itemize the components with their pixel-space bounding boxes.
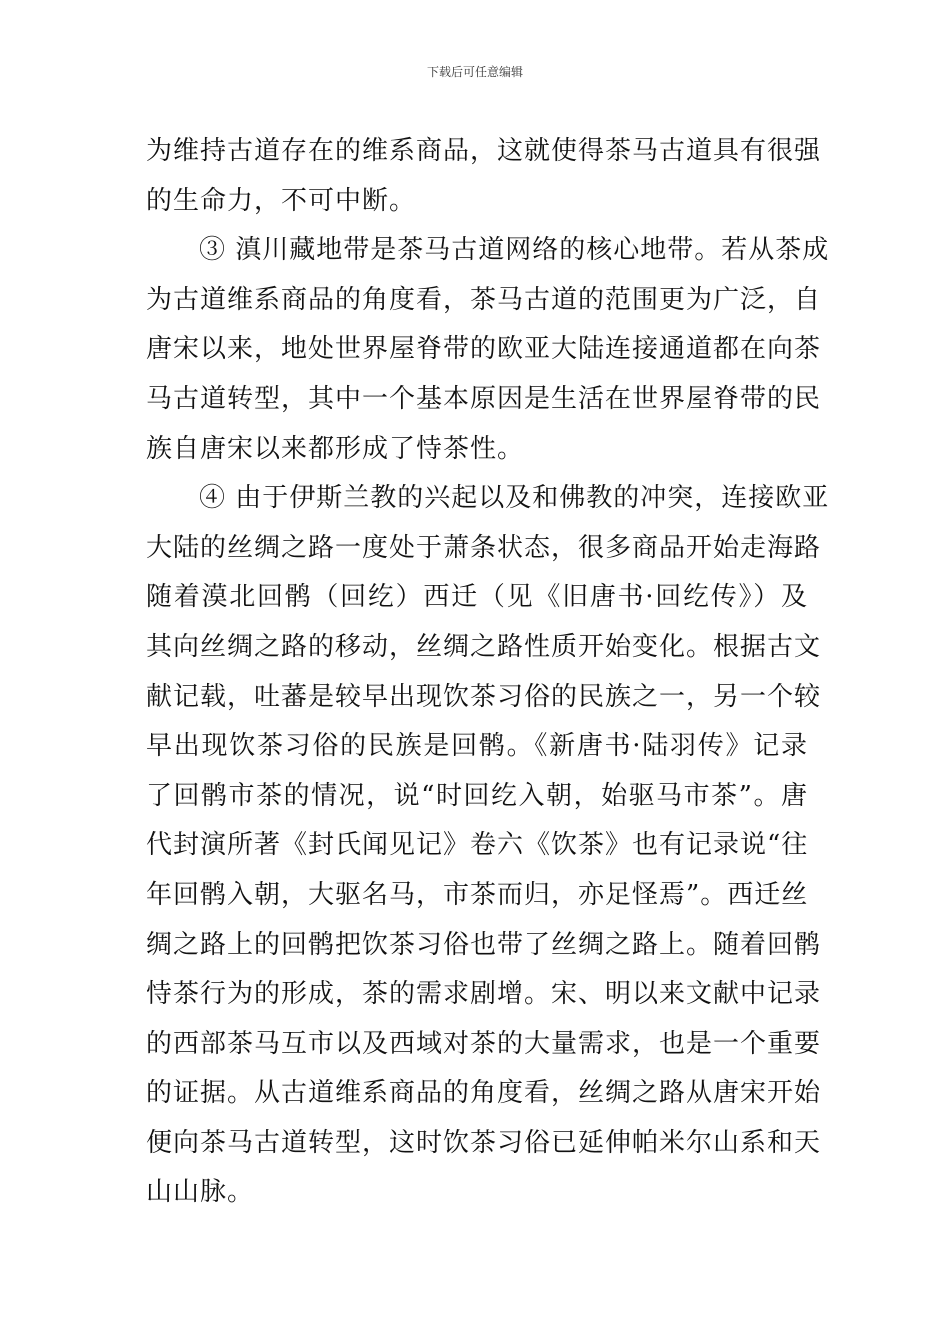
text-line: 为古道维系商品的角度看，茶马古道的范围更为广泛，自 bbox=[146, 284, 822, 315]
text-line: 早出现饮茶习俗的民族是回鹘。《新唐书·陆羽传》记录 bbox=[146, 731, 808, 762]
text-line: 献记载，吐蕃是较早出现饮茶习俗的民族之一，另一个较 bbox=[146, 681, 822, 712]
text-line: 随着漠北回鹘（回纥）西迁（见《旧唐书·回纥传》）及 bbox=[146, 582, 808, 613]
text-line: 年回鹘入朝，大驱名马，市茶而归，亦足怪焉”。西迁丝 bbox=[146, 879, 809, 910]
text-line: 山山脉。 bbox=[146, 1177, 255, 1208]
document-body bbox=[146, 127, 830, 1218]
paragraph-4 bbox=[146, 474, 830, 1218]
text-line: 马古道转型，其中一个基本原因是生活在世界屋脊带的民 bbox=[146, 383, 822, 414]
text-line: 大陆的丝绸之路一度处于萧条状态，很多商品开始走海路 bbox=[146, 532, 822, 563]
paragraph-continuation bbox=[146, 127, 822, 226]
page-header: 下载后可任意编辑 bbox=[426, 65, 523, 79]
text-line: 族自唐宋以来都形成了恃茶性。 bbox=[146, 433, 525, 464]
text-line: ④ 由于伊斯兰教的兴起以及和佛教的冲突，连接欧亚 bbox=[199, 483, 830, 514]
text-line: 便向茶马古道转型，这时饮茶习俗已延伸帕米尔山系和天 bbox=[146, 1127, 822, 1158]
text-line: 恃茶行为的形成，茶的需求剧增。宋、明以来文献中记录 bbox=[146, 979, 822, 1010]
text-line: 了回鹘市茶的情况，说“时回纥入朝，始驱马市茶”。唐 bbox=[146, 780, 808, 811]
text-line: 的证据。从古道维系商品的角度看，丝绸之路从唐宋开始 bbox=[146, 1078, 822, 1109]
text-line: 其向丝绸之路的移动，丝绸之路性质开始变化。根据古文 bbox=[146, 631, 822, 662]
text-line: ③ 滇川藏地带是茶马古道网络的核心地带。若从茶成 bbox=[199, 235, 830, 266]
text-line: 的生命力，不可中断。 bbox=[146, 185, 417, 216]
text-line: 绸之路上的回鹘把饮茶习俗也带了丝绸之路上。随着回鹘 bbox=[146, 929, 822, 960]
text-line: 为维持古道存在的维系商品，这就使得茶马古道具有很强 bbox=[146, 136, 822, 166]
text-line: 唐宋以来，地处世界屋脊带的欧亚大陆连接通道都在向茶 bbox=[146, 334, 822, 365]
text-line: 的西部茶马互市以及西域对茶的大量需求，也是一个重要 bbox=[146, 1028, 822, 1059]
text-line: 代封演所著《封氏闻见记》卷六《饮茶》也有记录说“往 bbox=[146, 830, 809, 861]
paragraph-3 bbox=[146, 226, 830, 474]
